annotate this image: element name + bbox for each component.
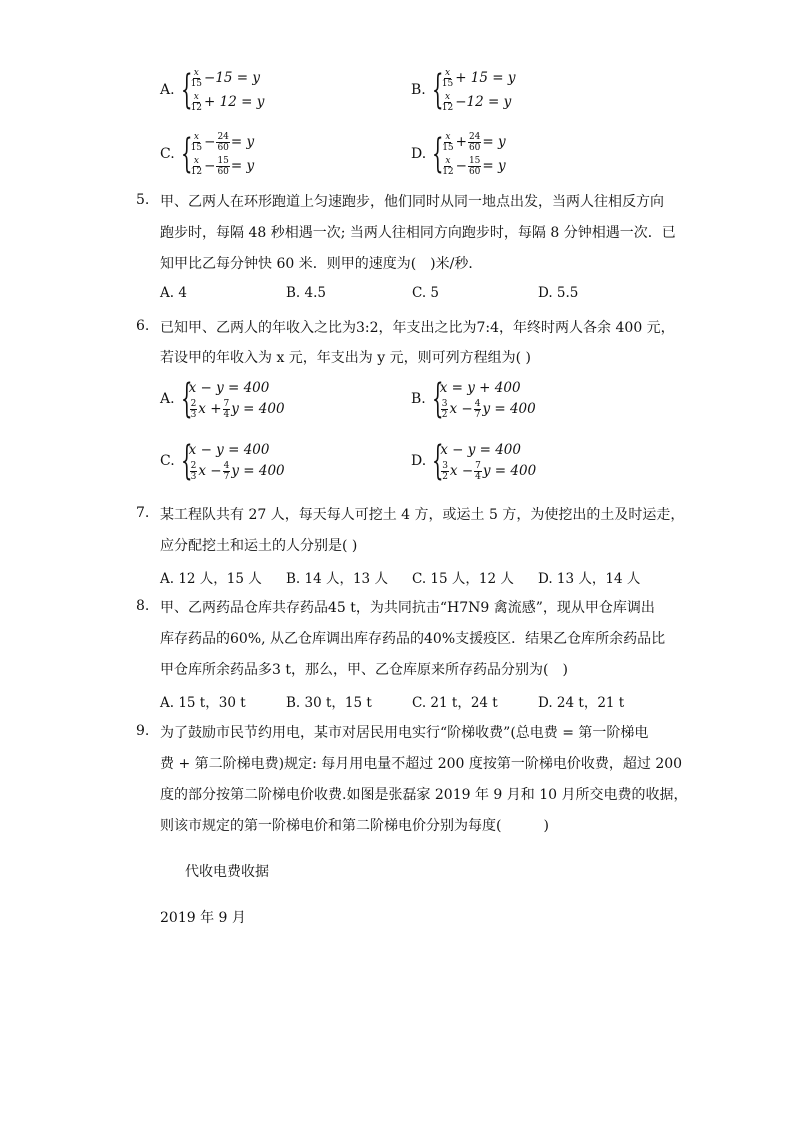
option-label: D. <box>411 453 427 469</box>
left-brace: { <box>432 131 444 177</box>
option-d[interactable]: D. 13 人，14 人 <box>538 571 641 587</box>
receipt-date: 2019 年 9 月 <box>160 910 246 926</box>
q6-option-c[interactable] <box>160 440 285 482</box>
fraction: $\frac{4}{7}$ <box>223 460 230 482</box>
question-text: 甲、乙两人在环形跑道上匀速跑步，他们同时从同一地点出发，当两人往相反方向 <box>160 194 664 210</box>
equation: x − y = 400 <box>440 442 521 458</box>
equation-system <box>189 440 285 482</box>
equation: $\frac{2}{3}$ x − $\frac{4}{7}$ y = 400 <box>190 460 285 482</box>
fraction: $\frac{x}{12}$ <box>441 91 454 113</box>
question-text: 甲仓库所余药品多3 t，那么，甲、乙仓库原来所存药品分别为( ) <box>160 662 568 678</box>
left-brace: { <box>180 67 193 113</box>
equation: $\frac{x}{12}$ − $\frac{15}{60}$ = y <box>190 155 255 177</box>
equation-system <box>189 130 254 178</box>
option-c[interactable]: C. 5 <box>412 285 440 301</box>
question-number: 6. <box>136 318 150 334</box>
option-c[interactable]: C. 21 t，24 t <box>412 695 498 711</box>
equation: $\frac{x}{12}$ + 12 = y <box>190 91 265 113</box>
option-label: A. <box>160 391 175 407</box>
equation: x − y = 400 <box>188 380 270 396</box>
q6-option-b[interactable] <box>411 378 536 420</box>
equation-system <box>189 378 285 420</box>
equation: $\frac{x}{15}$ + $\frac{24}{60}$ = y <box>442 131 506 153</box>
fraction: $\frac{24}{60}$ <box>468 131 481 153</box>
question-number: 9. <box>136 723 150 739</box>
question-text: 若设甲的年收入为 x 元，年支出为 y 元，则可列方程组为( ) <box>160 350 531 366</box>
option-b[interactable]: B. 14 人，13 人 <box>286 571 388 587</box>
option-label: D. <box>411 146 427 162</box>
q6-option-a[interactable] <box>160 378 285 420</box>
q4-option-b[interactable] <box>411 66 516 114</box>
q4-option-d[interactable] <box>411 130 506 178</box>
q6-option-d[interactable] <box>411 440 536 482</box>
fraction: $\frac{x}{15}$ <box>190 131 203 153</box>
equation-system <box>440 130 505 178</box>
question-text: 甲、乙两药品仓库共存药品45 t，为共同抗击“H7N9 禽流感”，现从甲仓库调出 <box>160 600 655 616</box>
equation: $\frac{x}{12}$ − $\frac{15}{60}$ = y <box>442 155 506 177</box>
equation-system <box>440 378 536 420</box>
question-number: 8. <box>136 598 150 614</box>
q4-option-c[interactable] <box>160 130 254 178</box>
question-text: 度的部分按第二阶梯电价收费.如图是张磊家 2019 年 9 月和 10 月所交电费的收据， <box>160 787 688 803</box>
question-number: 5. <box>136 192 150 208</box>
option-a[interactable]: A. 12 人，15 人 <box>160 571 262 587</box>
equation: x = y + 400 <box>439 380 521 396</box>
option-c[interactable]: C. 15 人，12 人 <box>412 571 514 587</box>
equation: $\frac{x}{15}$ −15 = y <box>190 67 261 89</box>
option-label: C. <box>160 146 175 162</box>
left-brace: { <box>180 131 193 177</box>
question-text: 已知甲、乙两人的年收入之比为3:2，年支出之比为7:4，年终时两人各余 400 元， <box>160 320 675 336</box>
option-d[interactable]: D. 5.5 <box>538 285 579 301</box>
equation: $\frac{x}{12}$ −12 = y <box>441 91 512 113</box>
question-text: 知甲比乙每分钟快 60 米．则甲的速度为( )米/秒． <box>160 256 483 272</box>
equation: $\frac{3}{2}$ x − $\frac{4}{7}$ y = 400 <box>441 398 536 420</box>
fraction: $\frac{15}{60}$ <box>468 155 481 177</box>
fraction: $\frac{x}{12}$ <box>442 155 454 177</box>
question-text: 库存药品的60%, 从乙仓库调出库存药品的40%支援疫区．结果乙仓库所余药品比 <box>160 631 666 647</box>
equation: $\frac{3}{2}$ x − $\frac{7}{4}$ y = 400 <box>442 460 537 482</box>
question-text: 应分配挖土和运土的人分别是( ) <box>160 538 358 554</box>
equation: $\frac{2}{3}$ x + $\frac{7}{4}$ y = 400 <box>190 398 285 420</box>
left-brace: { <box>432 438 444 484</box>
fraction: $\frac{3}{2}$ <box>441 398 448 420</box>
fraction: $\frac{7}{4}$ <box>223 398 230 420</box>
fraction: $\frac{7}{4}$ <box>475 460 481 482</box>
fraction: $\frac{x}{12}$ <box>190 91 203 113</box>
option-label: B. <box>411 82 426 98</box>
equation-system <box>189 66 265 114</box>
question-number: 7. <box>136 505 150 521</box>
option-label: A. <box>160 82 175 98</box>
fraction: $\frac{2}{3}$ <box>190 398 197 420</box>
question-text: 费 + 第二阶梯电费)规定: 每月用电量不超过 200 度按第一阶梯电价收费，超过 200 <box>160 756 683 772</box>
q4-option-a[interactable] <box>160 66 264 114</box>
left-brace: { <box>180 438 193 484</box>
fraction: $\frac{x}{15}$ <box>190 67 203 89</box>
equation: $\frac{x}{15}$ + 15 = y <box>441 67 516 89</box>
question-text: 为了鼓励市民节约用电，某市对居民用电实行“阶梯收费”(总电费 = 第一阶梯电 <box>160 725 649 741</box>
left-brace: { <box>180 376 193 422</box>
option-label: C. <box>160 453 175 469</box>
fraction: $\frac{3}{2}$ <box>442 460 448 482</box>
option-label: B. <box>411 391 426 407</box>
receipt-title: 代收电费收据 <box>185 864 269 880</box>
left-brace: { <box>431 376 444 422</box>
option-a[interactable]: A. 4 <box>160 285 187 301</box>
option-b[interactable]: B. 30 t，15 t <box>286 695 372 711</box>
question-text: 则该市规定的第一阶梯电价和第二阶梯电价分别为每度( ) <box>160 818 549 834</box>
fraction: $\frac{x}{15}$ <box>441 67 454 89</box>
fraction: $\frac{x}{12}$ <box>190 155 203 177</box>
option-b[interactable]: B. 4.5 <box>286 285 326 301</box>
question-text: 某工程队共有 27 人，每天每人可挖土 4 方，或运土 5 方，为使挖出的土及时运走， <box>160 507 685 523</box>
question-text: 跑步时，每隔 48 秒相遇一次; 当两人往相同方向跑步时，每隔 8 分钟相遇一次．已 <box>160 225 676 241</box>
equation-system <box>440 440 536 482</box>
fraction: $\frac{2}{3}$ <box>190 460 197 482</box>
fraction: $\frac{4}{7}$ <box>474 398 481 420</box>
option-d[interactable]: D. 24 t，21 t <box>538 695 625 711</box>
equation-system <box>440 66 516 114</box>
left-brace: { <box>431 67 444 113</box>
option-a[interactable]: A. 15 t，30 t <box>160 695 246 711</box>
equation: x − y = 400 <box>188 442 270 458</box>
equation: $\frac{x}{15}$ − $\frac{24}{60}$ = y <box>190 131 255 153</box>
fraction: $\frac{24}{60}$ <box>217 131 229 153</box>
fraction: $\frac{15}{60}$ <box>217 155 229 177</box>
fraction: $\frac{x}{15}$ <box>442 131 454 153</box>
